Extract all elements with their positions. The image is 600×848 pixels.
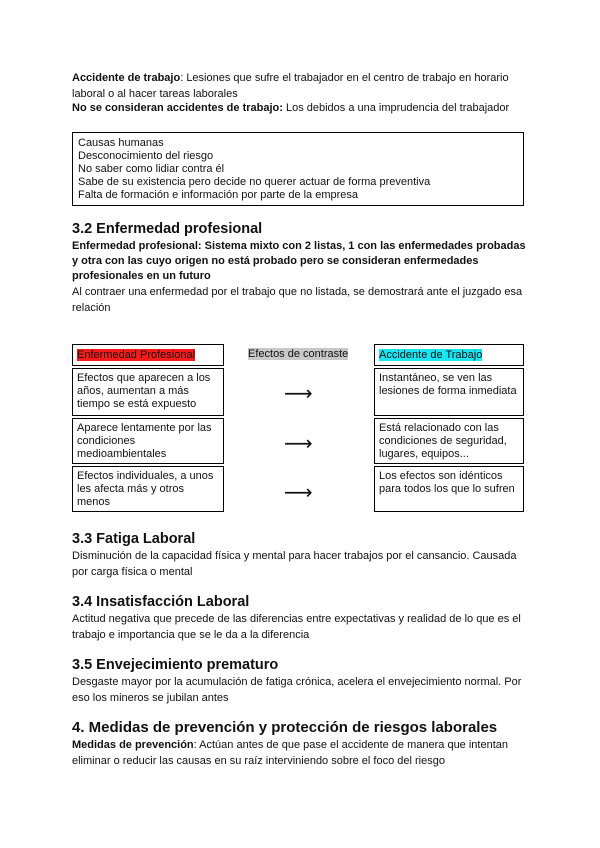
- causas-box: [72, 132, 524, 206]
- no-accidente-def: Los debidos a una imprudencia del trabajador: [282, 102, 510, 114]
- no-accidente-term: No se consideran accidentes de trabajo:: [72, 102, 283, 114]
- right-header-cell: [374, 344, 524, 366]
- middle-header: Efectos de contraste: [248, 348, 349, 360]
- arrow-right-icon: ⟶: [284, 480, 313, 504]
- section-3-2-title: 3.2 Enfermedad profesional: [72, 221, 263, 237]
- left-row-2: Aparece lentamente por las condiciones medioambientales: [72, 418, 224, 464]
- right-row-3: Los efectos son idénticos para todos los que lo sufren: [374, 466, 524, 512]
- section-3-5-text: Desgaste mayor por la acumulación de fatiga crónica, acelera el envejecimiento normal. Por eso los mineros se jubilan antes: [72, 676, 522, 704]
- section-3-4-title: 3.4 Insatisfacción Laboral: [72, 594, 250, 610]
- section-4-term: Medidas de prevención: [72, 739, 194, 751]
- left-header: Enfermedad Profesional: [77, 349, 196, 361]
- section-4-def: : Actúan antes de que pase el accidente de manera que intentan eliminar o reducir las causas en su raíz interviniendo sobre el foco del riesgo: [72, 739, 508, 767]
- right-row-2: Está relacionado con las condiciones de seguridad, lugares, equipos...: [374, 418, 524, 464]
- causa-item: Causas humanas: [78, 137, 164, 149]
- left-header-cell: [72, 344, 224, 366]
- accidente-definition: [72, 70, 532, 102]
- causa-item: Sabe de su existencia pero decide no querer actuar de forma preventiva: [78, 176, 431, 188]
- no-accidente-definition: [72, 100, 532, 116]
- accidente-term: Accidente de trabajo: [72, 72, 181, 84]
- middle-header-wrap: [248, 348, 348, 360]
- section-3-5-title: 3.5 Envejecimiento prematuro: [72, 657, 279, 673]
- section-4-text: [72, 737, 532, 769]
- section-3-4-text: Actitud negativa que precede de las diferencias entre expectativas y realidad de lo que es el trabajo e importancia que se le da a la diferencia: [72, 613, 521, 641]
- right-row-1: Instantáneo, se ven las lesiones de forma inmediata: [374, 368, 524, 416]
- section-3-3-text: Disminución de la capacidad física y mental para hacer trabajos por el cansancio. Causada por carga física o mental: [72, 550, 517, 578]
- section-4-title: 4. Medidas de prevención y protección de riesgos laborales: [72, 719, 498, 736]
- causa-item: Desconocimiento del riesgo: [78, 150, 214, 162]
- left-row-1: Efectos que aparecen a los años, aumentan a más tiempo se está expuesto: [72, 368, 224, 416]
- accidente-def: : Lesiones que sufre el trabajador en el centro de trabajo en horario laboral o al hacer tareas laborales: [72, 72, 509, 100]
- right-header: Accidente de Trabajo: [379, 349, 483, 361]
- section-3-3-title: 3.3 Fatiga Laboral: [72, 531, 196, 547]
- left-row-3: Efectos individuales, a unos les afecta más y otros menos: [72, 466, 224, 512]
- section-3-2-text: Al contraer una enfermedad por el trabajo que no listada, se demostrará ante el juzgado esa relación: [72, 286, 523, 314]
- causa-item: No saber como lidiar contra él: [78, 163, 225, 175]
- section-3-2-bold-text: Enfermedad profesional: Sistema mixto con 2 listas, 1 con las enfermedades probadas y otra con las cuyo origen no está probado pero se consideran enfermedades profesionales en un futuro: [72, 240, 526, 282]
- arrow-right-icon: ⟶: [284, 431, 313, 455]
- arrow-right-icon: ⟶: [284, 381, 313, 405]
- causa-item: Falta de formación e información por parte de la empresa: [78, 189, 359, 201]
